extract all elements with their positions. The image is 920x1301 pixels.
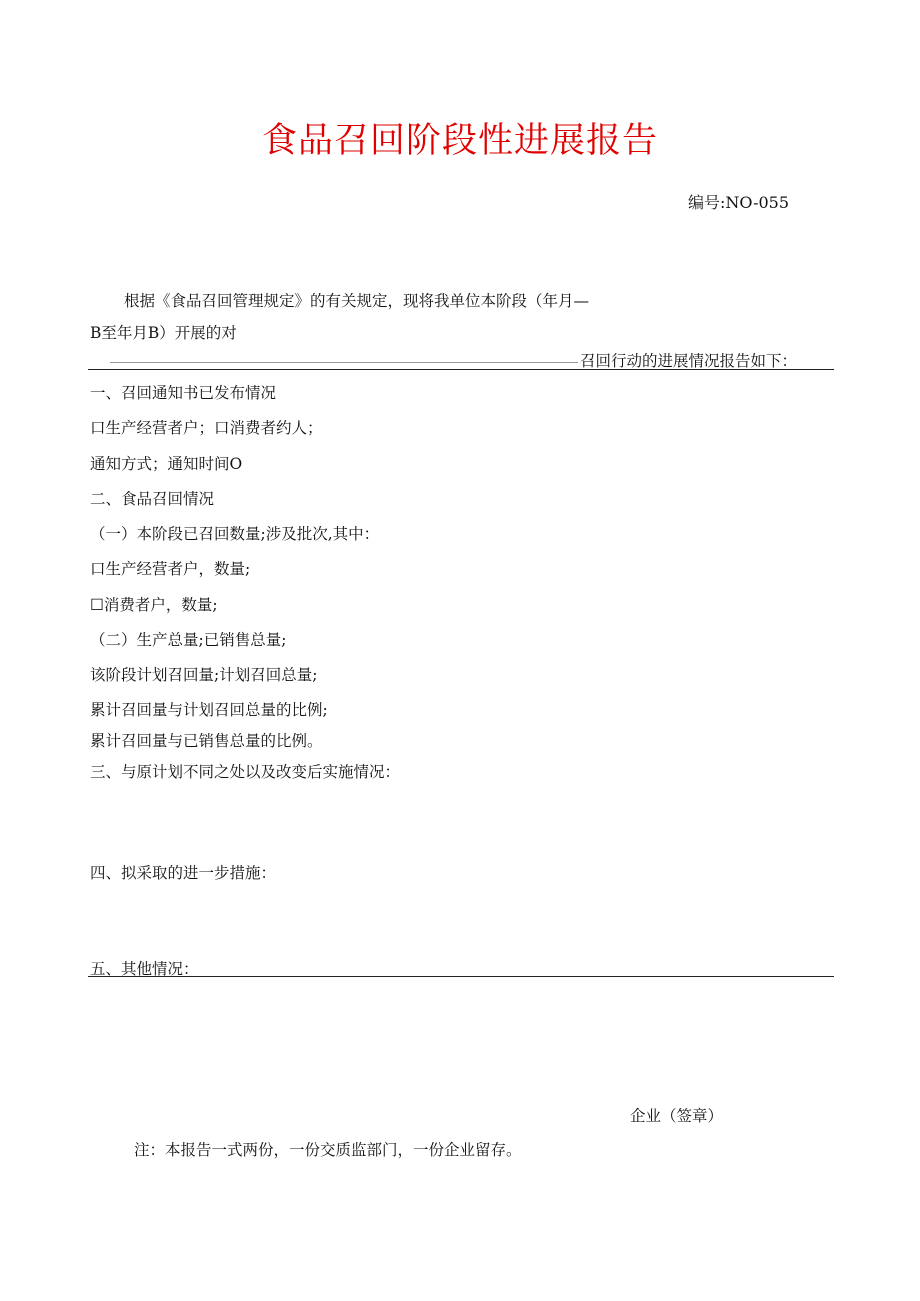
section-2-line-2: 口生产经营者户，数量; <box>90 560 251 578</box>
section-2-line-5: 该阶段计划召回量;计划召回总量; <box>90 666 318 684</box>
intro-line-1: 根据《食品召回管理规定》的有关规定，现将我单位本阶段（年月— <box>124 292 590 310</box>
section-2-line-4: （二）生产总量;已销售总量; <box>90 631 287 649</box>
fill-in-blank-line <box>110 362 578 363</box>
section-3-heading: 三、与原计划不同之处以及改变后实施情况： <box>90 763 401 781</box>
section-2-line-3: ☐消费者户，数量; <box>90 596 218 614</box>
document-title: 食品召回阶段性进展报告 <box>261 121 658 161</box>
header-divider <box>88 369 834 370</box>
document-number: 编号:NO-055 <box>688 193 790 212</box>
signature-label: 企业（签章） <box>630 1107 724 1125</box>
footnote: 注：本报告一式两份，一份交质监部门，一份企业留存。 <box>134 1141 522 1159</box>
intro-line-3-tail: 召回行动的进展情况报告如下： <box>580 352 798 370</box>
section-4-heading: 四、拟采取的进一步措施： <box>90 864 277 882</box>
section-1-line-2: 通知方式；通知时间O <box>90 455 243 473</box>
intro-line-2: B至年月B）开展的对 <box>90 324 237 342</box>
section-1-heading: 一、召回通知书已发布情况 <box>90 384 277 402</box>
section-5-divider <box>88 976 834 977</box>
section-2-line-6: 累计召回量与计划召回总量的比例; <box>90 701 328 719</box>
section-1-line-1: 口生产经营者户；口消费者约人； <box>90 419 323 437</box>
section-5-heading: 五、其他情况： <box>90 960 199 978</box>
section-2-heading: 二、食品召回情况 <box>90 490 215 508</box>
section-2-line-1: （一）本阶段已召回数量;涉及批次,其中： <box>90 525 380 543</box>
section-2-line-7: 累计召回量与已销售总量的比例。 <box>90 732 323 750</box>
